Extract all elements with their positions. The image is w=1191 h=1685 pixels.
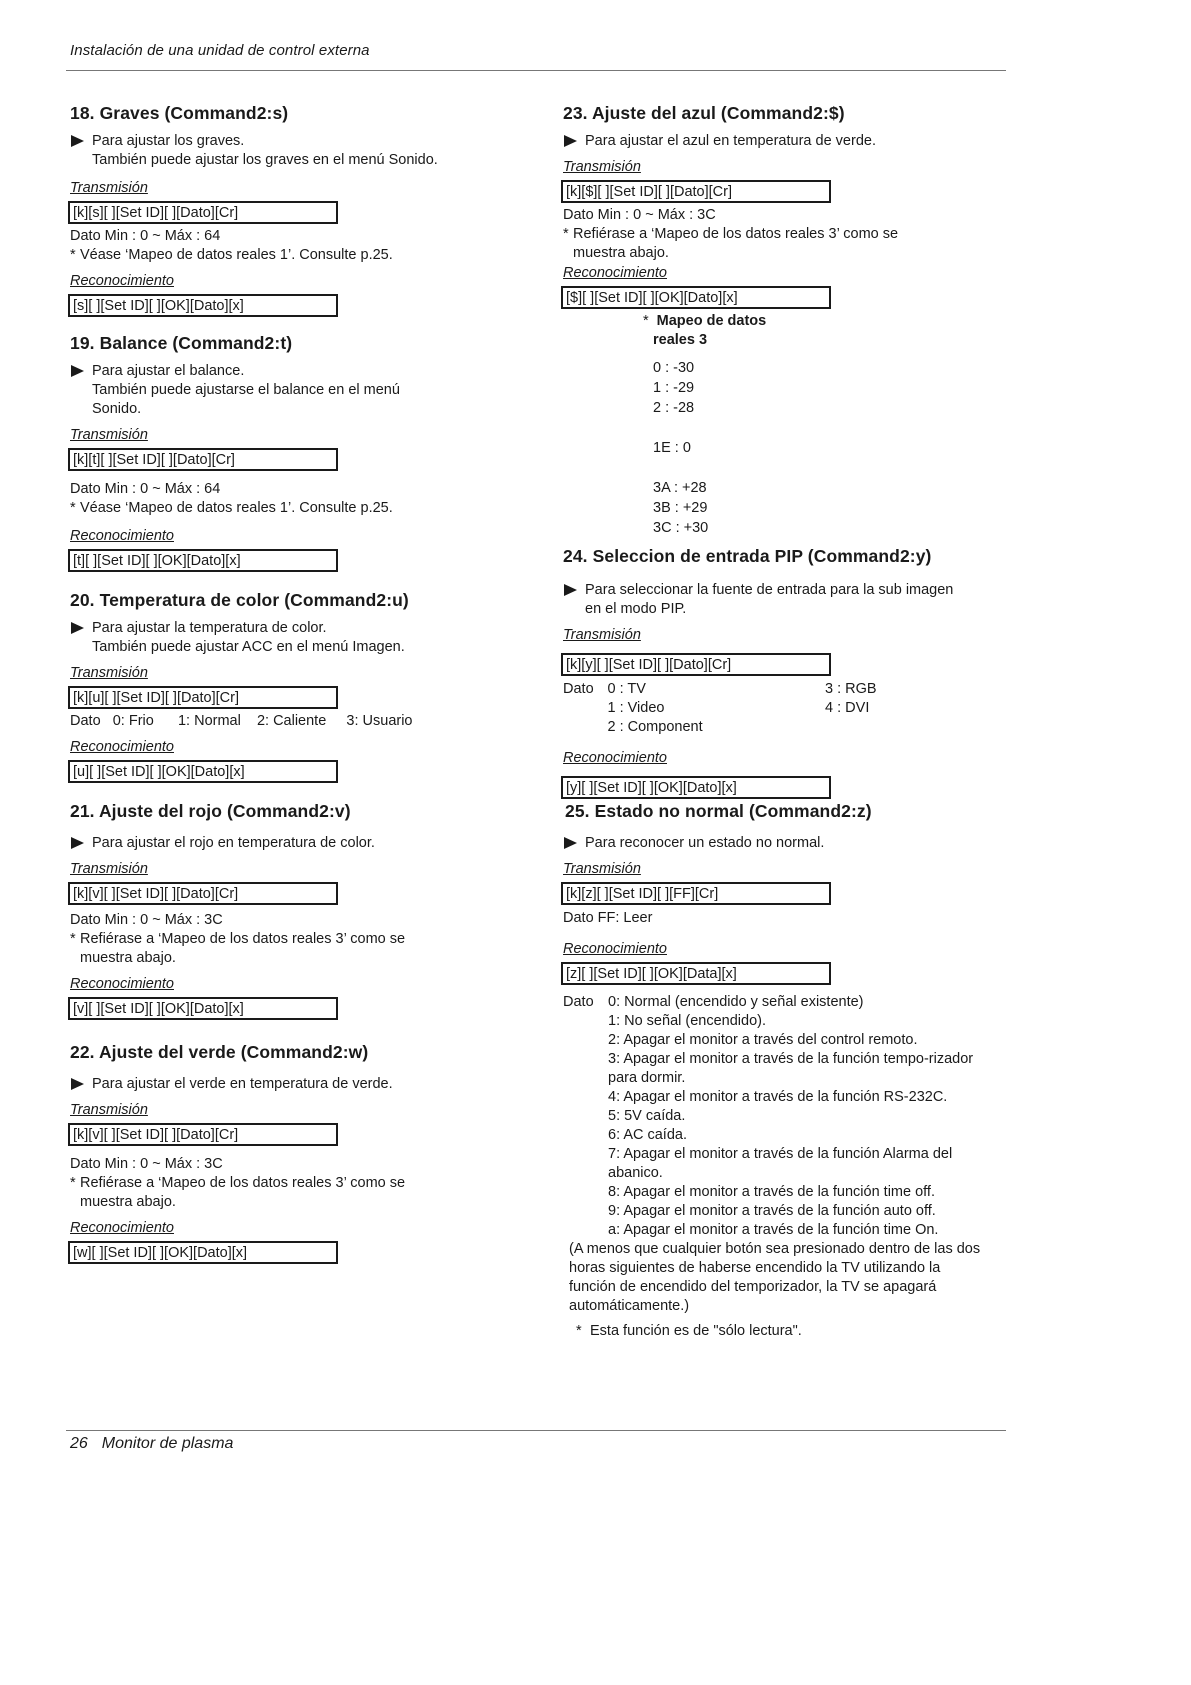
transmission-label: Transmisión <box>70 861 148 877</box>
note: * Refiérase a ‘Mapeo de los datos reales 3’ como se muestra abajo. <box>70 1175 406 1210</box>
status-list <box>563 993 1003 1240</box>
table-cell: 3 : RGB <box>825 681 877 697</box>
table-cell <box>825 718 1003 737</box>
section-18 <box>70 103 520 317</box>
section-title: 20. Temperatura de color (Command2:u) <box>70 590 409 610</box>
triangle-bullet-icon <box>564 837 577 849</box>
ack-label: Reconocimiento <box>70 976 174 992</box>
transmission-command-box: [k][t][ ][Set ID][ ][Dato][Cr] <box>68 448 338 471</box>
table-cell: 0 : TV <box>607 681 646 697</box>
ack-command-box: [u][ ][Set ID][ ][OK][Dato][x] <box>68 760 338 783</box>
data-values: Dato 0: Frio 1: Normal 2: Caliente 3: Usuario <box>70 713 413 729</box>
mapping-gap <box>653 418 1003 438</box>
transmission-label: Transmisión <box>70 180 148 196</box>
note-text: Esta función es de "sólo lectura". <box>590 1323 802 1339</box>
note-text: Refiérase a ‘Mapeo de los datos reales 3’ como se muestra abajo. <box>80 1175 406 1210</box>
bullet-extra-text: También puede ajustar los graves en el menú Sonido. <box>92 152 438 168</box>
section-22 <box>70 1042 520 1264</box>
section-title: 22. Ajuste del verde (Command2:w) <box>70 1042 369 1062</box>
list-item: 7: Apagar el monitor a través de la función Alarma del abanico. <box>608 1146 953 1181</box>
transmission-command-box: [k][v][ ][Set ID][ ][Dato][Cr] <box>68 1123 338 1146</box>
bullet-text: Para reconocer un estado no normal. <box>585 835 825 851</box>
data-range: Dato Min : 0 ~ Máx : 64 <box>70 228 221 244</box>
mapping-title: * Mapeo de datos <box>643 313 767 329</box>
triangle-bullet-icon <box>71 837 84 849</box>
bullet-item <box>563 132 1003 151</box>
list-item: 1: No señal (encendido). <box>608 1013 766 1029</box>
list-item: 9: Apagar el monitor a través de la función auto off. <box>608 1203 936 1219</box>
table-cell: 1 : Video <box>607 700 665 716</box>
header-divider <box>66 70 1006 71</box>
bullet-item <box>70 1075 520 1094</box>
data-label: Dato <box>563 994 594 1010</box>
footer-divider <box>66 1430 1006 1431</box>
section-24 <box>563 546 1003 799</box>
ack-label: Reconocimiento <box>70 528 174 544</box>
bullet-extra-text: También puede ajustar ACC en el menú Imagen. <box>92 639 405 655</box>
ack-command-box: [$][ ][Set ID][ ][OK][Dato][x] <box>561 286 831 309</box>
ack-label: Reconocimiento <box>70 739 174 755</box>
data-range: Dato Min : 0 ~ Máx : 64 <box>70 481 221 497</box>
bullet-text: Para ajustar el rojo en temperatura de color. <box>92 835 375 851</box>
section-23 <box>563 103 1003 538</box>
section-title: 18. Graves (Command2:s) <box>70 103 289 123</box>
parenthetical-note: (A menos que cualquier botón sea presionado dentro de las dos horas siguientes de haberse encendido la TV utilizando la función de encendido del temporizador, la TV se apagará automáticamente.) <box>569 1241 981 1314</box>
bullet-item <box>563 834 1003 853</box>
mapping-gap <box>653 458 1003 478</box>
section-20 <box>70 590 520 783</box>
transmission-label: Transmisión <box>563 627 641 643</box>
triangle-bullet-icon <box>71 622 84 634</box>
ack-label: Reconocimiento <box>563 750 667 766</box>
right-column <box>563 103 1003 1341</box>
table-cell: 4 : DVI <box>825 700 870 716</box>
bullet-text: Para ajustar el balance. <box>92 363 245 379</box>
mapping-row: 2 : -28 <box>653 400 695 416</box>
transmission-command-box: [k][z][ ][Set ID][ ][FF][Cr] <box>561 882 831 905</box>
table-row <box>563 680 1003 699</box>
section-title: 21. Ajuste del rojo (Command2:v) <box>70 801 351 821</box>
data-range: Dato Min : 0 ~ Máx : 3C <box>563 207 716 223</box>
page-header: Instalación de una unidad de control externa <box>70 42 370 59</box>
table-cell: 2 : Component <box>607 719 703 735</box>
bullet-item <box>70 132 520 170</box>
table-row <box>563 699 1003 718</box>
bullet-item <box>70 619 520 657</box>
bullet-item <box>70 834 520 853</box>
ack-label: Reconocimiento <box>563 265 667 281</box>
list-item: Dato 0: Normal (encendido y señal existente) <box>563 994 864 1010</box>
ack-label: Reconocimiento <box>70 1220 174 1236</box>
bullet-extra-text: También puede ajustarse el balance en el menú Sonido. <box>92 382 400 417</box>
triangle-bullet-icon <box>71 1078 84 1090</box>
data-range: Dato Min : 0 ~ Máx : 3C <box>70 912 223 928</box>
section-25 <box>563 801 1003 1341</box>
list-item: 3: Apagar el monitor a través de la función tempo-rizador para dormir. <box>608 1051 974 1086</box>
bullet-text: Para seleccionar la fuente de entrada para la sub imagen en el modo PIP. <box>585 582 954 617</box>
data-range: Dato Min : 0 ~ Máx : 3C <box>70 1156 223 1172</box>
note: * Refiérase a ‘Mapeo de los datos reales 3’ como se muestra abajo. <box>70 931 406 966</box>
mapping-row: 3C : +30 <box>653 520 709 536</box>
note-text: Véase ‘Mapeo de datos reales 1’. Consulte p.25. <box>80 500 393 516</box>
section-19 <box>70 333 520 572</box>
mapping-row: 3A : +28 <box>653 480 707 496</box>
note: * Véase ‘Mapeo de datos reales 1’. Consulte p.25. <box>70 247 393 263</box>
bullet-text: Para ajustar el verde en temperatura de verde. <box>92 1076 393 1092</box>
page-number: 26 <box>70 1435 88 1452</box>
transmission-command-box: [k][y][ ][Set ID][ ][Dato][Cr] <box>561 653 831 676</box>
transmission-label: Transmisión <box>563 861 641 877</box>
note-text: Refiérase a ‘Mapeo de los datos reales 3’ como se muestra abajo. <box>80 931 406 966</box>
section-title: 19. Balance (Command2:t) <box>70 333 293 353</box>
triangle-bullet-icon <box>71 365 84 377</box>
mapping-row: 3B : +29 <box>653 500 708 516</box>
list-item: 6: AC caída. <box>608 1127 687 1143</box>
ack-label: Reconocimiento <box>70 273 174 289</box>
transmission-label: Transmisión <box>70 427 148 443</box>
bullet-item <box>563 581 955 619</box>
section-21 <box>70 801 520 1020</box>
transmission-command-box: [k][s][ ][Set ID][ ][Dato][Cr] <box>68 201 338 224</box>
mapping-row: 0 : -30 <box>653 360 695 376</box>
transmission-label: Transmisión <box>563 159 641 175</box>
data-values: Dato FF: Leer <box>563 910 653 926</box>
bullet-text: Para ajustar el azul en temperatura de verde. <box>585 133 876 149</box>
input-source-table <box>563 680 1003 737</box>
mapping-row: 1 : -29 <box>653 380 695 396</box>
triangle-bullet-icon <box>71 135 84 147</box>
mapping-title-line2: reales 3 <box>653 332 708 348</box>
bullet-text: Para ajustar los graves. <box>92 133 245 149</box>
note: * Véase ‘Mapeo de datos reales 1’. Consulte p.25. <box>70 500 393 516</box>
bullet-item <box>70 362 520 419</box>
ack-command-box: [w][ ][Set ID][ ][OK][Dato][x] <box>68 1241 338 1264</box>
list-item: a: Apagar el monitor a través de la función time On. <box>608 1222 939 1238</box>
page-footer <box>70 1435 233 1453</box>
data-label: Dato <box>563 681 594 697</box>
transmission-label: Transmisión <box>70 1102 148 1118</box>
note-text: Véase ‘Mapeo de datos reales 1’. Consulte p.25. <box>80 247 393 263</box>
list-item: 4: Apagar el monitor a través de la función RS-232C. <box>608 1089 948 1105</box>
ack-command-box: [z][ ][Set ID][ ][OK][Data][x] <box>561 962 831 985</box>
mapping-row: 1E : 0 <box>653 440 691 456</box>
section-title: 25. Estado no normal (Command2:z) <box>565 801 872 821</box>
table-row <box>563 718 1003 737</box>
transmission-command-box: [k][$][ ][Set ID][ ][Dato][Cr] <box>561 180 831 203</box>
ack-command-box: [t][ ][Set ID][ ][OK][Dato][x] <box>68 549 338 572</box>
left-column <box>70 103 520 1264</box>
ack-command-box: [s][ ][Set ID][ ][OK][Dato][x] <box>68 294 338 317</box>
list-item: 2: Apagar el monitor a través del control remoto. <box>608 1032 918 1048</box>
section-title: 23. Ajuste del azul (Command2:$) <box>563 103 845 123</box>
triangle-bullet-icon <box>564 584 577 596</box>
ack-label: Reconocimiento <box>563 941 667 957</box>
bullet-text: Para ajustar la temperatura de color. <box>92 620 327 636</box>
ack-command-box: [v][ ][Set ID][ ][OK][Dato][x] <box>68 997 338 1020</box>
read-only-note: * Esta función es de "sólo lectura". <box>576 1323 802 1339</box>
transmission-command-box: [k][v][ ][Set ID][ ][Dato][Cr] <box>68 882 338 905</box>
footer-title: Monitor de plasma <box>101 1435 234 1452</box>
section-title: 24. Seleccion de entrada PIP (Command2:y) <box>563 546 932 566</box>
ack-command-box: [y][ ][Set ID][ ][OK][Dato][x] <box>561 776 831 799</box>
note: * Refiérase a ‘Mapeo de los datos reales 3’ como se muestra abajo. <box>563 226 899 261</box>
triangle-bullet-icon <box>564 135 577 147</box>
list-item: 8: Apagar el monitor a través de la función time off. <box>608 1184 935 1200</box>
transmission-label: Transmisión <box>70 665 148 681</box>
data-mapping-block <box>643 312 1003 538</box>
list-item: 5: 5V caída. <box>608 1108 686 1124</box>
note-text: Refiérase a ‘Mapeo de los datos reales 3’ como se muestra abajo. <box>573 226 899 261</box>
transmission-command-box: [k][u][ ][Set ID][ ][Dato][Cr] <box>68 686 338 709</box>
